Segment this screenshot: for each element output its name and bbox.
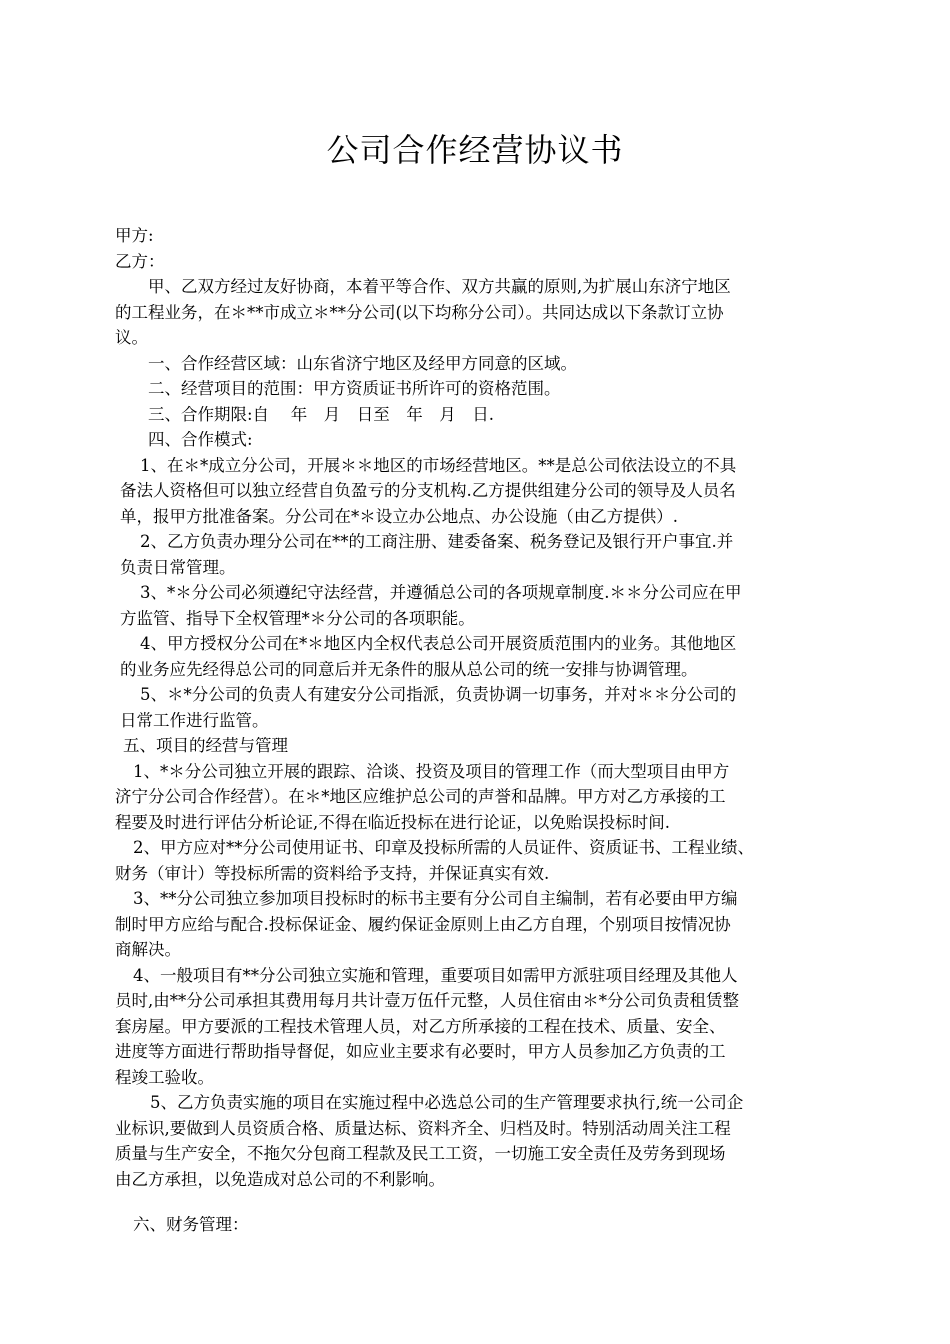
paragraph (115, 249, 845, 275)
paragraph (115, 835, 845, 886)
paragraph-line: 套房屋。甲方要派的工程技术管理人员，对乙方所承接的工程在技术、质量、安全、 (115, 1016, 726, 1036)
paragraph (115, 580, 845, 631)
paragraph-line: 济宁分公司合作经营）。在＊*地区应维护总公司的声誉和品牌。甲方对乙方承接的工 (115, 787, 726, 806)
paragraph-first-line: 一、合作经营区域：山东省济宁地区及经甲方同意的区域。 (148, 353, 577, 373)
paragraph (115, 376, 845, 402)
paragraph-line: 程要及时进行评估分析论证,不得在临近投标在进行论证，以免贻误投标时间. (115, 812, 670, 832)
paragraph (115, 631, 845, 682)
paragraph-line: 业标识,要做到人员资质合格、质量达标、资料齐全、归档及时。特别活动周关注工程 (115, 1118, 731, 1138)
paragraph-line: 程竣工验收。 (115, 1067, 214, 1087)
paragraph-line: 商解决。 (115, 940, 181, 959)
document-body (115, 223, 845, 1238)
paragraph-first-line: 乙方： (115, 251, 165, 271)
paragraph-first-line: 甲方: (115, 226, 154, 245)
paragraph-line: 由乙方承担，以免造成对总公司的不利影响。 (115, 1169, 445, 1189)
paragraph-line: 的工程业务，在＊**市成立＊**分公司(以下均称分公司）。共同达成以下条款订立协 (115, 302, 724, 322)
paragraph-line: 负责日常管理。 (120, 557, 236, 577)
paragraph-line: 日常工作进行监管。 (120, 710, 269, 730)
paragraph (115, 402, 845, 428)
paragraph (115, 733, 845, 759)
paragraph-first-line: 三、合作期限:自 年 月 日至 年 月 日. (148, 404, 495, 424)
paragraph-line: 方监管、指导下全权管理*＊分公司的各项职能。 (120, 608, 475, 628)
paragraph (115, 351, 845, 377)
paragraph-first-line: 5、乙方负责实施的项目在实施过程中必选总公司的生产管理要求执行,统一公司企 (150, 1093, 744, 1112)
paragraph-line: 进度等方面进行帮助指导督促，如应业主要求有必要时，甲方人员参加乙方负责的工 (115, 1042, 726, 1061)
paragraph-line: 备法人资格但可以独立经营自负盈亏的分支机构.乙方提供组建分公司的领导及人员名 (120, 481, 736, 500)
paragraph-line: 财务（审计）等投标所需的资料给予支持，并保证真实有效. (115, 863, 550, 883)
paragraph-first-line: 5、＊*分公司的负责人有建安分公司指派，负责协调一切事务，并对＊＊分公司的 (140, 685, 737, 704)
paragraph-line: 的业务应先经得总公司的同意后并无条件的服从总公司的统一安排与协调管理。 (120, 659, 698, 679)
paragraph-first-line: 1、在＊*成立分公司，开展＊＊地区的市场经营地区。**是总公司依法设立的不具 (140, 455, 737, 475)
paragraph-line: 议。 (115, 328, 148, 347)
paragraph (115, 529, 845, 580)
paragraph-line: 单，报甲方批准备案。分公司在*＊设立办公地点、办公设施（由乙方提供）. (120, 506, 678, 526)
paragraph-first-line: 五、项目的经营与管理 (123, 736, 288, 755)
paragraph-first-line: 4、甲方授权分公司在*＊地区内全权代表总公司开展资质范围内的业务。其他地区 (140, 634, 737, 653)
paragraph-first-line: 1、*＊分公司独立开展的跟踪、洽谈、投资及项目的管理工作（而大型项目由甲方 (133, 761, 730, 781)
paragraph-gap (115, 1192, 845, 1212)
paragraph (115, 886, 845, 963)
paragraph (115, 963, 845, 1091)
paragraph-first-line: 二、经营项目的范围：甲方资质证书所许可的资格范围。 (148, 379, 561, 398)
paragraph (115, 1090, 845, 1192)
document-title: 公司合作经营协议书 (326, 131, 624, 169)
paragraph-first-line: 六、财务管理： (133, 1215, 249, 1234)
paragraph-first-line: 3、**分公司独立参加项目投标时的标书主要有分公司自主编制，若有必要由甲方编 (133, 889, 738, 908)
paragraph-line: 制时甲方应给与配合.投标保证金、履约保证金原则上由乙方自理，个别项目按情况协 (115, 914, 731, 934)
paragraph-first-line: 3、*＊分公司必须遵纪守法经营，并遵循总公司的各项规章制度.＊＊分公司应在甲 (140, 583, 742, 602)
paragraph (115, 682, 845, 733)
paragraph-first-line: 2、乙方负责办理分公司在**的工商注册、建委备案、税务登记及银行开户事宜.并 (140, 532, 734, 551)
paragraph (115, 759, 845, 836)
paragraph-first-line: 甲、乙双方经过友好协商，本着平等合作、双方共赢的原则,为扩展山东济宁地区 (148, 277, 731, 296)
paragraph-first-line: 4、一般项目有**分公司独立实施和管理，重要项目如需甲方派驻项目经理及其他人 (133, 965, 738, 985)
paragraph-line: 质量与生产安全，不拖欠分包商工程款及民工工资，一切施工安全责任及劳务到现场 (115, 1144, 726, 1163)
paragraph (115, 427, 845, 453)
paragraph-line: 员时,由**分公司承担其费用每月共计壹万伍仟元整，人员住宿由＊*分公司负责租赁整 (115, 991, 739, 1010)
paragraph (115, 274, 845, 351)
paragraph (115, 223, 845, 249)
paragraph-first-line: 四、合作模式: (148, 430, 253, 449)
paragraph (115, 1212, 845, 1238)
paragraph (115, 453, 845, 530)
paragraph-first-line: 2、甲方应对**分公司使用证书、印章及投标所需的人员证件、资质证书、工程业绩、 (133, 838, 754, 857)
